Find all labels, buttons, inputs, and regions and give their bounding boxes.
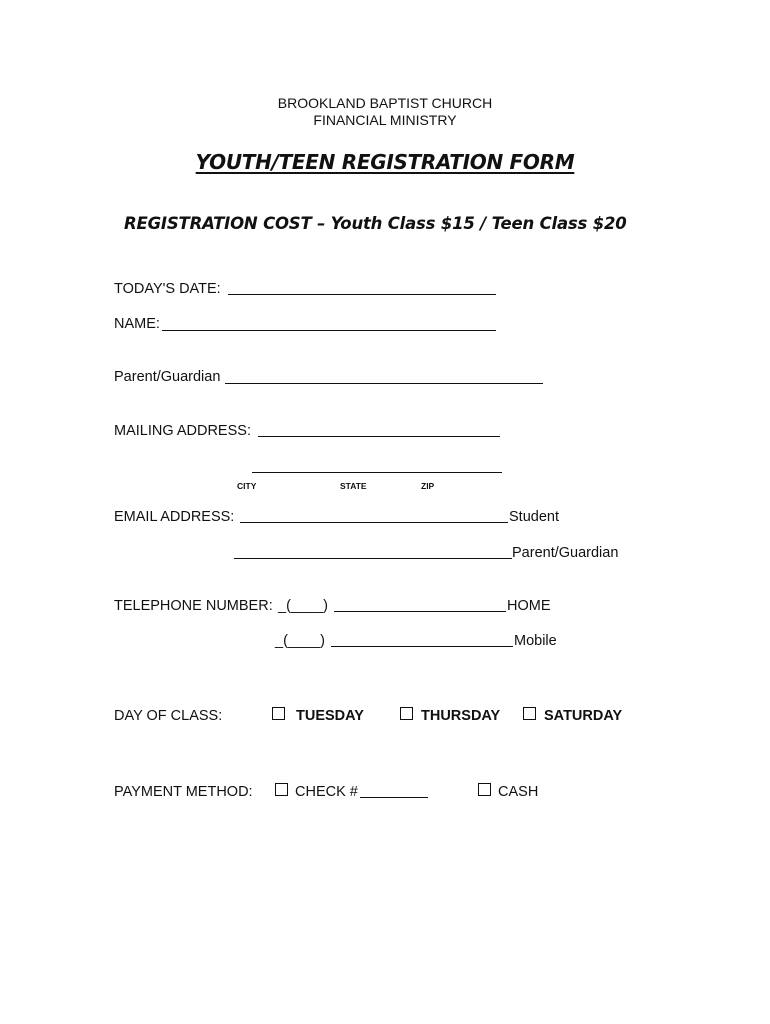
phone-mobile-field[interactable]: [331, 646, 513, 647]
city-label: CITY: [237, 481, 257, 491]
date-label: TODAY'S DATE:: [114, 281, 221, 297]
state-label: STATE: [340, 481, 367, 491]
name-field[interactable]: [162, 330, 496, 331]
name-label: NAME:: [114, 316, 160, 332]
thursday-checkbox[interactable]: [400, 707, 413, 720]
date-field[interactable]: [228, 294, 496, 295]
phone-home-area-code[interactable]: _(____): [278, 598, 328, 614]
thursday-label: THURSDAY: [421, 708, 501, 724]
phone-home-field[interactable]: [334, 611, 506, 612]
city-state-zip-field[interactable]: [252, 472, 502, 473]
email-student-field[interactable]: [240, 522, 508, 523]
tuesday-checkbox[interactable]: [272, 707, 285, 720]
email-parent-label: Parent/Guardian: [512, 545, 619, 561]
saturday-label: SATURDAY: [544, 708, 623, 724]
form-title: YOUTH/TEEN REGISTRATION FORM: [195, 150, 575, 174]
organization-name: BROOKLAND BAPTIST CHURCH: [277, 95, 493, 111]
phone-mobile-label: Mobile: [514, 633, 557, 649]
check-number-field[interactable]: [360, 797, 428, 798]
cash-label: CASH: [498, 784, 539, 800]
parent-field[interactable]: [225, 383, 543, 384]
parent-label: Parent/Guardian: [114, 369, 221, 385]
check-label: CHECK #: [295, 784, 358, 800]
zip-label: ZIP: [421, 481, 435, 491]
payment-method-label: PAYMENT METHOD:: [114, 784, 253, 800]
cash-checkbox[interactable]: [478, 783, 491, 796]
ministry-name: FINANCIAL MINISTRY: [313, 112, 457, 128]
day-of-class-label: DAY OF CLASS:: [114, 708, 223, 724]
address-label: MAILING ADDRESS:: [114, 423, 251, 439]
email-label: EMAIL ADDRESS:: [114, 509, 235, 525]
email-student-label: Student: [509, 509, 559, 525]
registration-cost: REGISTRATION COST – Youth Class $15 / Teen Class $20: [124, 214, 627, 233]
phone-label: TELEPHONE NUMBER:: [114, 598, 273, 614]
check-checkbox[interactable]: [275, 783, 288, 796]
tuesday-label: TUESDAY: [296, 708, 364, 724]
email-parent-field[interactable]: [234, 558, 512, 559]
saturday-checkbox[interactable]: [523, 707, 536, 720]
phone-mobile-area-code[interactable]: _(____): [275, 633, 325, 649]
phone-home-label: HOME: [507, 598, 551, 614]
address-field[interactable]: [258, 436, 500, 437]
